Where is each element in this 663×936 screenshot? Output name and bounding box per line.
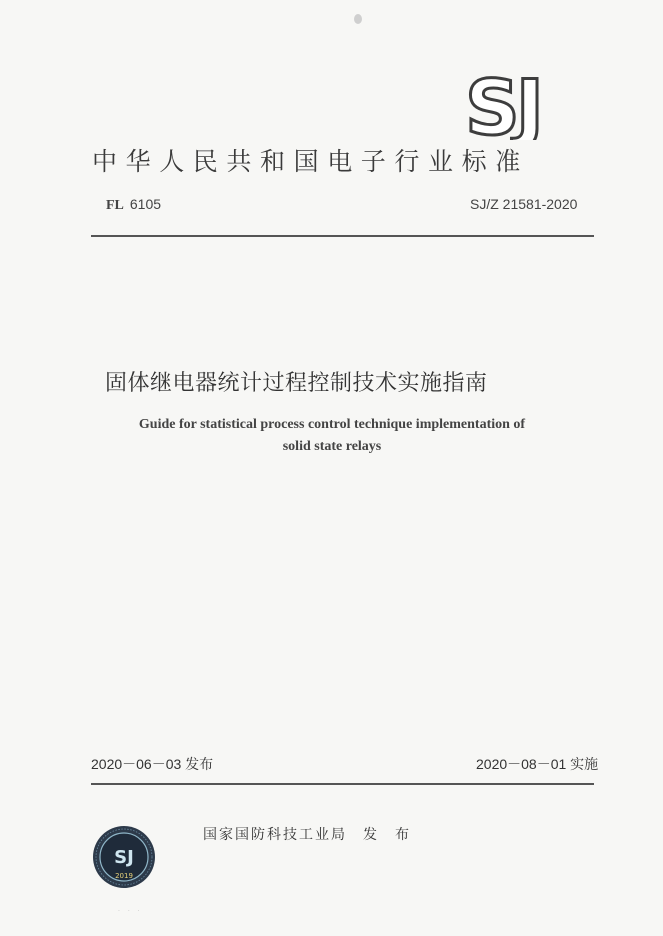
standard-category: 中华人民共和国电子行业标准 (92, 147, 529, 176)
english-title-line-1: Guide for statistical process control technique implementation of (138, 417, 526, 432)
english-title-line-2: solid state relays (282, 439, 382, 454)
agency-seal-icon (92, 825, 156, 889)
implementation-date: 2020－08－01 实施 (476, 756, 599, 772)
ics-number: 6105 (129, 196, 162, 212)
ics-code (106, 196, 161, 214)
scan-mark (354, 14, 362, 24)
english-title (92, 414, 572, 458)
scan-specks: · · · (118, 908, 143, 915)
publish-date: 2020－06－03 发布 (91, 756, 214, 772)
sj-logo (465, 70, 565, 144)
standard-number: SJ/Z 21581-2020 (470, 196, 578, 212)
top-divider (91, 235, 594, 237)
svg-text:SJ: SJ (114, 847, 134, 868)
publisher: 国家国防科技工业局 发 布 (203, 827, 411, 843)
svg-text:2019: 2019 (115, 872, 133, 880)
bottom-divider (91, 783, 594, 785)
chinese-title: 固体继电器统计过程控制技术实施指南 (105, 371, 488, 396)
svg-text:SJ: SJ (465, 70, 541, 140)
ics-label: FL (106, 198, 124, 213)
